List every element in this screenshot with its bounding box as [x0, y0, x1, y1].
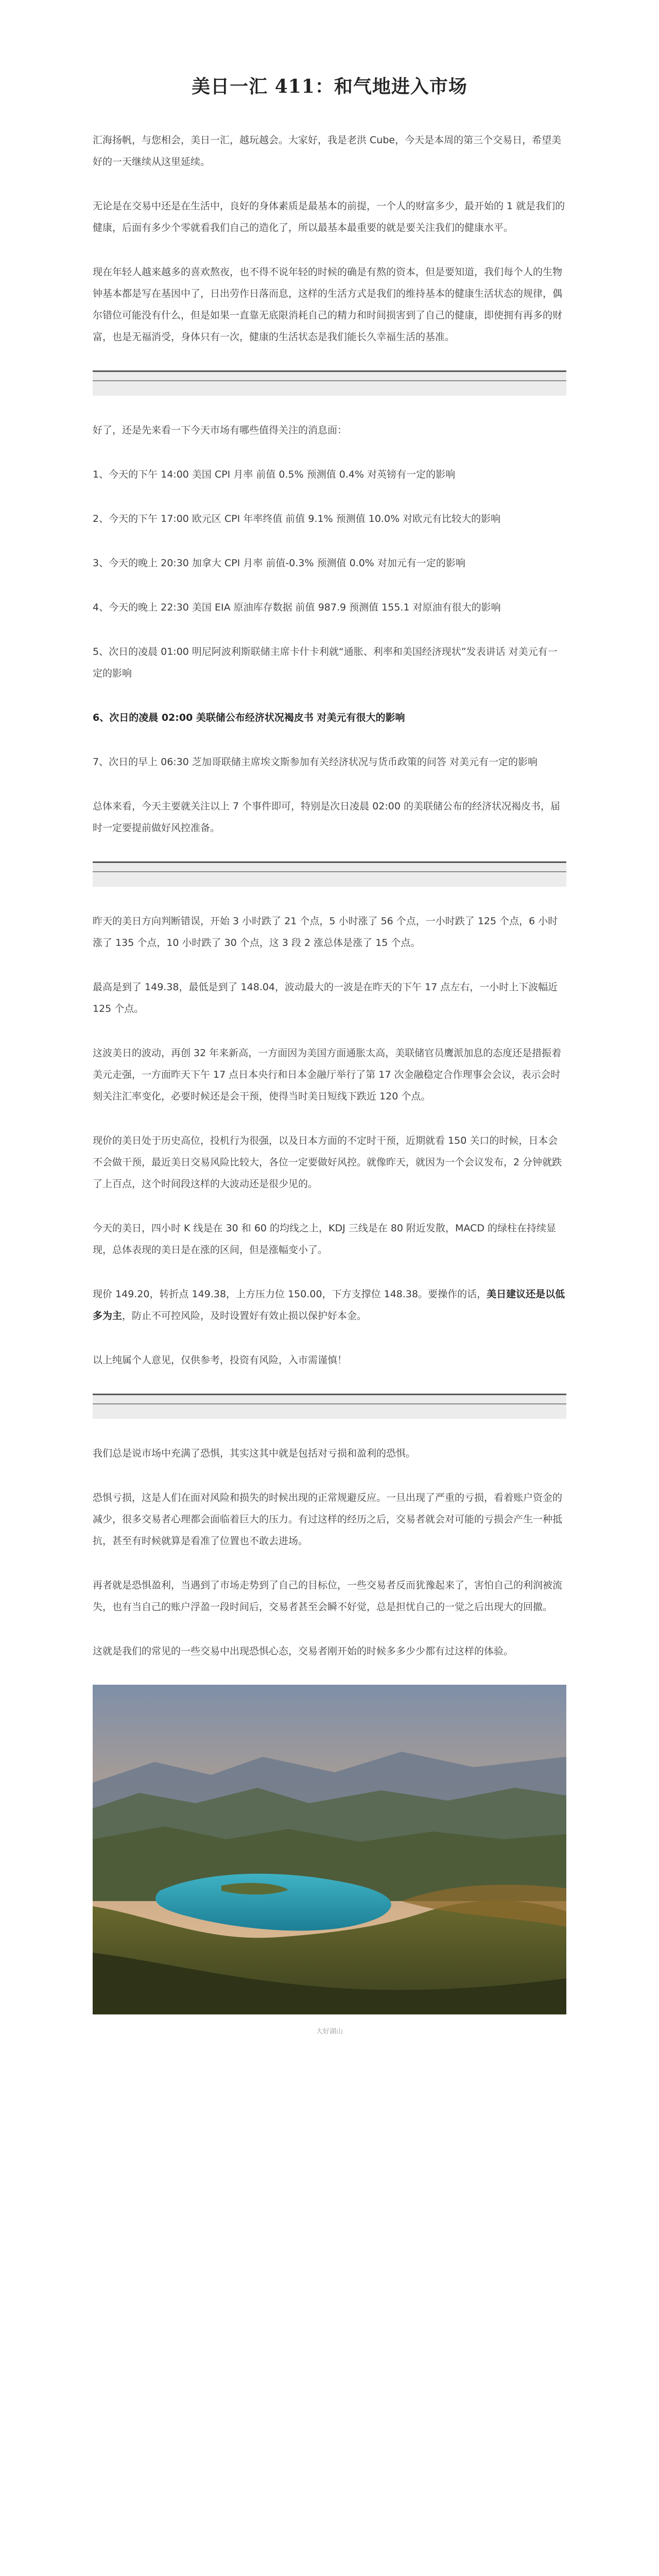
- article-title: 美日一汇 411：和气地进入市场: [192, 76, 467, 97]
- section-divider: [93, 1394, 566, 1419]
- paragraph: 汇海扬帆，与您相会，美日一汇，越玩越会。大家好，我是老洪 Cube，今天是本周的第三个交易日，希望美好的一天继续从这里延续。: [93, 134, 562, 167]
- paragraph: 无论是在交易中还是在生活中，良好的身体素质是最基本的前提，一个人的财富多少，最开始的 1 就是我们的健康，后面有多少个零就看我们自己的造化了，所以最基本最重要的就是要关注我们的健康水平。: [93, 200, 565, 233]
- paragraph: 昨天的美日方向判断错误，开始 3 小时跌了 21 个点，5 小时涨了 56 个点，一小时跌了 125 个点，6 小时涨了 135 个点，10 小时跌了 30 个点，这 3 段 2 涨总体是涨了 15 个点。: [93, 916, 558, 948]
- paragraph: 这就是我们的常见的一些交易中出现恐惧心态，交易者刚开始的时候多多少少都有过这样的体验。: [93, 1646, 514, 1657]
- article-body: [93, 129, 566, 2036]
- section-divider: [93, 861, 566, 887]
- paragraph: 现价的美日处于历史高位，投机行为很强，以及日本方面的不定时干预，近期就看 150 关口的时候，日本会不会做干预，最近美日交易风险比较大，各位一定要做好风控。就像昨天，就因为一个会议发布，2 分钟就跌了上百点，这个时间段这样的大波动还是很少见的。: [93, 1135, 562, 1190]
- paragraph: 恐惧亏损，这是人们在面对风险和损失的时候出现的正常规避反应。一旦出现了严重的亏损，看着账户资金的减少，很多交易者心理都会面临着巨大的压力。有过这样的经历之后，交易者就会对可能的亏损会产生一种抵抗，甚至有时候就算是看准了位置也不敢去进场。: [93, 1492, 563, 1547]
- disclaimer: 以上纯属个人意见，仅供参考，投资有风险，入市需谨慎！: [93, 1354, 348, 1366]
- paragraph: 再者就是恐惧盈利，当遇到了市场走势到了自己的目标位，一些交易者反而犹豫起来了，害怕自己的利润被流失，也有当自己的账户浮盈一段时间后，交易者甚至会瞬不好觉，总是担忧自己的一觉之后出现大的回撤。: [93, 1580, 563, 1613]
- paragraph: 总体来看，今天主要就关注以上 7 个事件即可，特别是次日凌晨 02:00 的美联储公布的经济状况褐皮书，届时一定要提前做好风控准备。: [93, 801, 561, 834]
- section-divider: [93, 370, 566, 396]
- event-item: 3、今天的晚上 20:30 加拿大 CPI 月率 前值-0.3% 预测值 0.0% 对加元有一定的影响: [93, 557, 465, 569]
- image-caption: 大好湖山: [316, 2028, 343, 2036]
- event-item-highlight: 6、次日的凌晨 02:00 美联储公布经济状况褐皮书 对美元有很大的影响: [93, 712, 405, 723]
- event-item: 1、今天的下午 14:00 美国 CPI 月率 前值 0.5% 预测值 0.4% 对英镑有一定的影响: [93, 469, 456, 480]
- paragraph: 今天的美日，四小时 K 线是在 30 和 60 的均线之上，KDJ 三线是在 80 附近发散，MACD 的绿柱在持续显现，总体表现的美日是在涨的区间，但是涨幅变小了。: [93, 1223, 557, 1256]
- lake-landscape-image: [93, 1685, 566, 2014]
- paragraph: 我们总是说市场中充满了恐惧，其实这其中就是包括对亏损和盈利的恐惧。: [93, 1448, 416, 1459]
- event-item: 7、次日的早上 06:30 芝加哥联储主席埃文斯参加有关经济状况与货币政策的问答 对美元有一定的影响: [93, 756, 537, 768]
- event-item: 4、今天的晚上 22:30 美国 EIA 原油库存数据 前值 987.9 预测值 155.1 对原油有很大的影响: [93, 602, 501, 613]
- paragraph: 现在年轻人越来越多的喜欢熬夜，也不得不说年轻的时候的确是有熬的资本，但是要知道，我们每个人的生物钟基本都是写在基因中了，日出劳作日落而息，这样的生活方式是我们的维持基本的健康生活状态的规律，偶尔错位可能没有什么，但是如果一直靠无底限消耗自己的精力和时间损害到了自己的健康，即使拥有再多的财富，也是无福消受，身体只有一次，健康的生活状态是我们能长久幸福生活的基准。: [93, 266, 563, 343]
- event-item: 2、今天的下午 17:00 欧元区 CPI 年率终值 前值 9.1% 预测值 10.0% 对欧元有比较大的影响: [93, 513, 501, 524]
- trade-advice: [93, 1283, 566, 1327]
- paragraph: 这波美日的波动，再创 32 年来新高，一方面因为美国方面通胀太高，美联储官员鹰派加息的态度还是措振着美元走强，一方面昨天下午 17 点日本央行和日本金融厅举行了第 17 次金融稳定合作理事会会议，表示会时刻关注汇率变化，必要时候还是会干预，使得当时美日短线下跌近 120 个点。: [93, 1047, 562, 1102]
- trade-suffix: ，防止不可控风险，及时设置好有效止损以保护好本金。: [122, 1310, 367, 1321]
- trade-prefix: 现价 149.20，转折点 149.38，上方压力位 150.00，下方支撑位 148.38。要操作的话，: [93, 1289, 487, 1300]
- article: [93, 0, 566, 2036]
- trade-highlight: 美日建议还是以低多为主: [93, 1289, 565, 1321]
- article-image: [93, 1685, 566, 2036]
- paragraph: 最高是到了 149.38，最低是到了 148.04，波动最大的一波是在昨天的下午 17 点左右，一小时上下波幅近 125 个点。: [93, 981, 558, 1014]
- paragraph: 好了，还是先来看一下今天市场有哪些值得关注的消息面：: [93, 425, 348, 436]
- event-item: 5、次日的凌晨 01:00 明尼阿波利斯联储主席卡什卡利就“通胀、利率和美国经济现状”发表讲话 对美元有一定的影响: [93, 646, 558, 679]
